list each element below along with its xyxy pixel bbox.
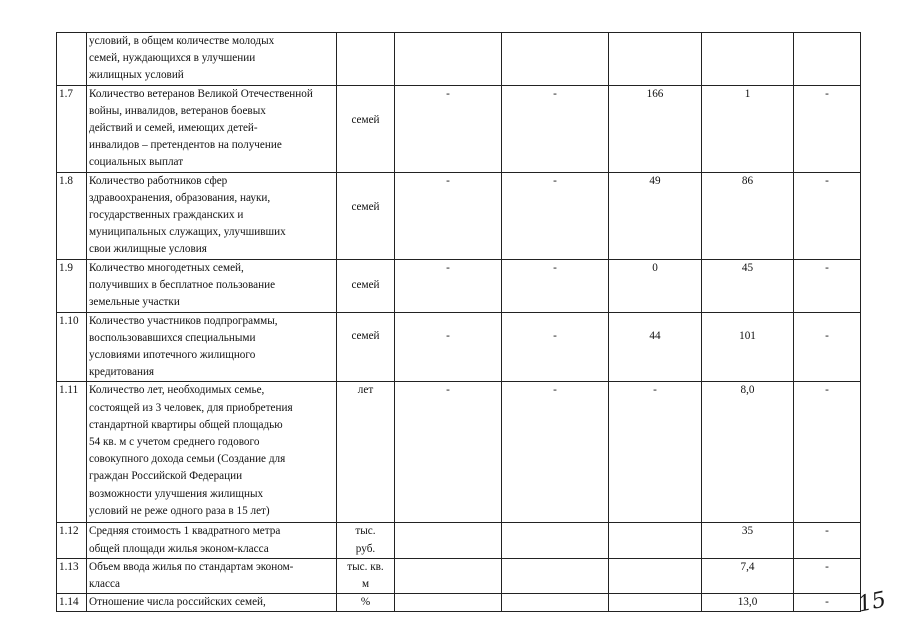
value-cell: 0 <box>609 259 702 312</box>
indicator-description: Количество участников подпрограммы, воспользовавшихся специальными условиями ипотечного жилищного кредитования <box>87 312 337 382</box>
value-cell <box>395 523 502 558</box>
value-cell: 8,0 <box>702 382 794 523</box>
unit-cell: % <box>337 594 395 612</box>
value-cell: - <box>794 259 861 312</box>
table-row <box>57 33 861 86</box>
unit-cell: семей <box>337 312 395 382</box>
value-cell: - <box>502 382 609 523</box>
value-cell: - <box>794 312 861 382</box>
unit-cell: тыс. руб. <box>337 523 395 558</box>
value-cell: - <box>502 312 609 382</box>
value-cell <box>609 523 702 558</box>
value-cell <box>395 33 502 86</box>
value-cell <box>609 33 702 86</box>
unit-cell: семей <box>337 85 395 172</box>
value-cell: 166 <box>609 85 702 172</box>
row-number: 1.11 <box>57 382 87 523</box>
value-cell <box>395 594 502 612</box>
value-cell <box>609 558 702 593</box>
unit-cell: лет <box>337 382 395 523</box>
row-number: 1.13 <box>57 558 87 593</box>
row-number <box>57 33 87 86</box>
value-cell: - <box>609 382 702 523</box>
indicators-table <box>56 32 861 612</box>
value-cell <box>702 33 794 86</box>
value-cell: 44 <box>609 312 702 382</box>
value-cell: - <box>502 259 609 312</box>
unit-cell: тыс. кв. м <box>337 558 395 593</box>
value-cell: 1 <box>702 85 794 172</box>
value-cell: - <box>395 259 502 312</box>
indicator-description: Количество лет, необходимых семье, состоящей из 3 человек, для приобретения стандартной квартиры общей площадью 54 кв. м с учетом среднего годового совокупного дохода семьи (Создание для граждан Российской Федерации возможности улучшения жилищных условий не реже одного раза в 15 лет) <box>87 382 337 523</box>
value-cell <box>502 594 609 612</box>
indicator-description: Отношение числа российских семей, <box>87 594 337 612</box>
row-number: 1.14 <box>57 594 87 612</box>
value-cell: - <box>395 382 502 523</box>
indicator-description: Количество многодетных семей, получивших в бесплатное пользование земельные участки <box>87 259 337 312</box>
value-cell: 45 <box>702 259 794 312</box>
value-cell: 13,0 <box>702 594 794 612</box>
unit-cell <box>337 33 395 86</box>
value-cell <box>609 594 702 612</box>
value-cell <box>502 523 609 558</box>
value-cell <box>395 558 502 593</box>
indicator-description: Средняя стоимость 1 квадратного метра общей площади жилья эконом-класса <box>87 523 337 558</box>
value-cell: - <box>502 85 609 172</box>
value-cell: - <box>794 382 861 523</box>
indicator-description: Количество ветеранов Великой Отечественной войны, инвалидов, ветеранов боевых действий и семей, имеющих детей- инвалидов – претендентов на получение социальных выплат <box>87 85 337 172</box>
value-cell: - <box>794 594 861 612</box>
value-cell: 7,4 <box>702 558 794 593</box>
value-cell: - <box>395 312 502 382</box>
value-cell: - <box>395 172 502 259</box>
value-cell <box>794 33 861 86</box>
value-cell: - <box>794 558 861 593</box>
row-number: 1.9 <box>57 259 87 312</box>
row-number: 1.12 <box>57 523 87 558</box>
value-cell: 49 <box>609 172 702 259</box>
value-cell: - <box>794 523 861 558</box>
table-row <box>57 523 861 558</box>
value-cell: - <box>502 172 609 259</box>
value-cell: - <box>794 172 861 259</box>
table-row <box>57 172 861 259</box>
table-row <box>57 382 861 523</box>
indicator-description: условий, в общем количестве молодых семей, нуждающихся в улучшении жилищных условий <box>87 33 337 86</box>
table-row <box>57 558 861 593</box>
row-number: 1.7 <box>57 85 87 172</box>
unit-cell: семей <box>337 259 395 312</box>
value-cell: - <box>794 85 861 172</box>
table-row <box>57 312 861 382</box>
unit-cell: семей <box>337 172 395 259</box>
value-cell: - <box>395 85 502 172</box>
value-cell: 35 <box>702 523 794 558</box>
indicator-description: Объем ввода жилья по стандартам эконом- класса <box>87 558 337 593</box>
value-cell: 86 <box>702 172 794 259</box>
indicator-description: Количество работников сфер здравоохранения, образования, науки, государственных гражданских и муниципальных служащих, улучшивших свои жилищные условия <box>87 172 337 259</box>
table-row <box>57 259 861 312</box>
table-row <box>57 85 861 172</box>
value-cell <box>502 558 609 593</box>
row-number: 1.10 <box>57 312 87 382</box>
value-cell: 101 <box>702 312 794 382</box>
row-number: 1.8 <box>57 172 87 259</box>
handwritten-page-number: 15 <box>855 587 889 618</box>
value-cell <box>502 33 609 86</box>
table-row <box>57 594 861 612</box>
